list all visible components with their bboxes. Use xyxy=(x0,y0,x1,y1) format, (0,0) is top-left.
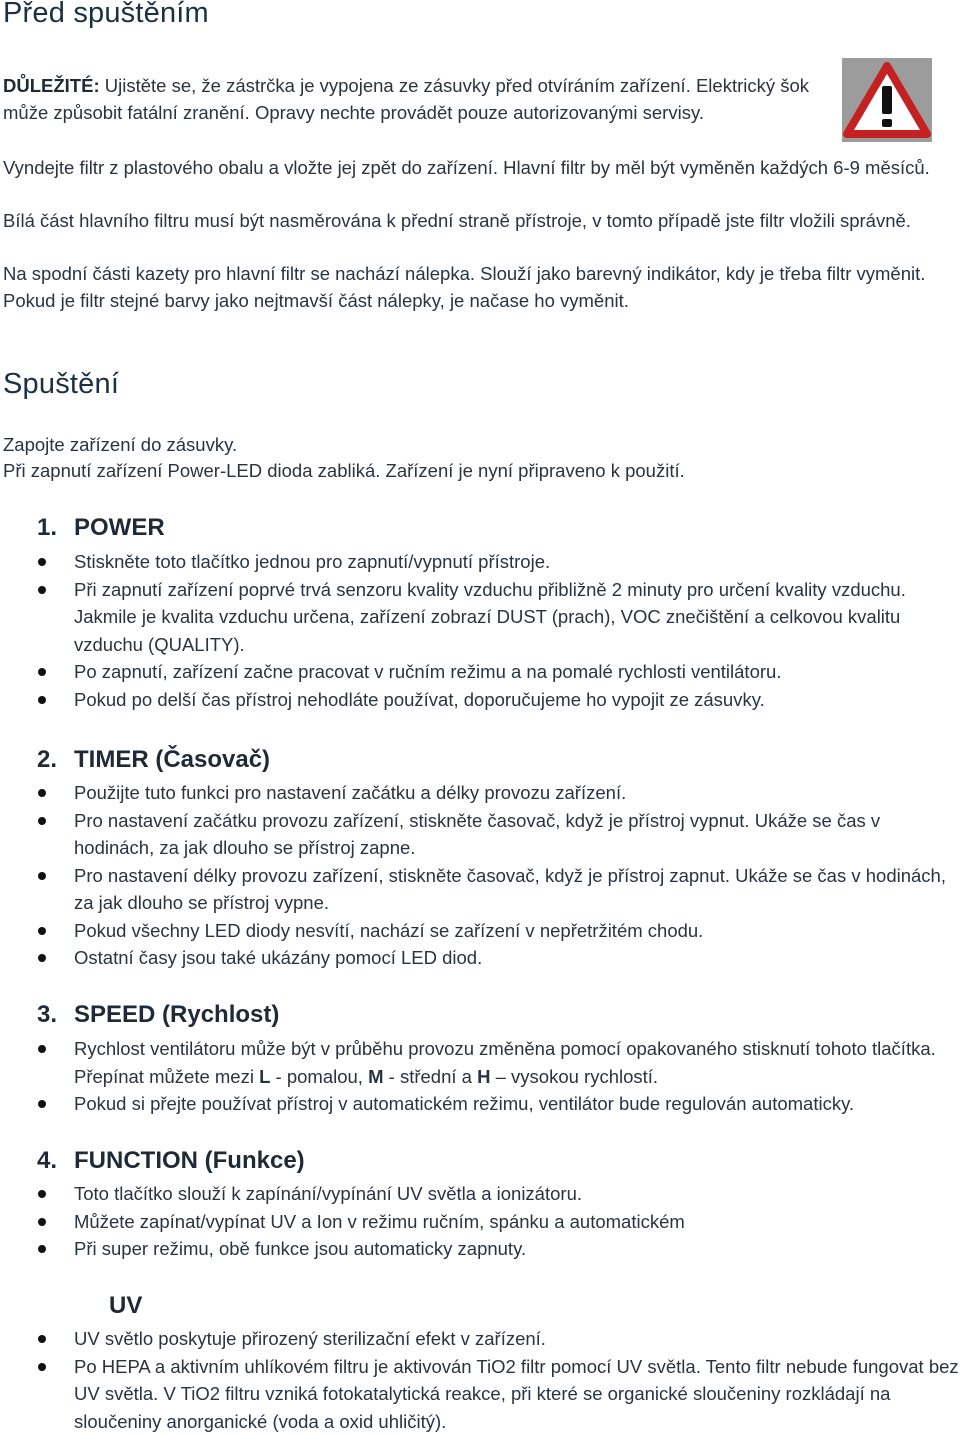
start-line-1: Zapojte zařízení do zásuvky. xyxy=(3,432,948,459)
speed-list xyxy=(0,1035,960,1118)
list-item: Můžete zapínat/vypínat UV a Ion v režimu ručním, spánku a automatickém xyxy=(0,1208,960,1236)
bullet-icon xyxy=(38,927,46,935)
bullet-icon xyxy=(38,586,46,594)
section-title: TIMER (Časovač) xyxy=(74,746,270,773)
start-line-2: Při zapnutí zařízení Power-LED dioda zabliká. Zařízení je nyní připraveno k použití. xyxy=(3,458,948,485)
before-start-heading: Před spuštěním xyxy=(3,0,209,30)
power-list xyxy=(0,548,960,713)
bullet-icon xyxy=(38,954,46,962)
bullet-icon xyxy=(38,817,46,825)
bullet-icon xyxy=(38,1363,46,1371)
list-item: Pokud si přejte používat přístroj v automatickém režimu, ventilátor bude regulován automaticky. xyxy=(0,1090,960,1118)
list-item: Po HEPA a aktivním uhlíkovém filtru je aktivován TiO2 filtr pomocí UV světla. Tento filtr nebude fungovat bez UV světla. V TiO2 filtru vzniká fotokatalytická reakce, při které se organické sloučeniny rozkládají na sloučeniny anorganické (voda a oxid uhličitý). xyxy=(0,1353,960,1435)
filter-paragraph-2: Bílá část hlavního filtru musí být nasměrována k přední straně přístroje, v tomto případě jste filtr vložili správně. xyxy=(3,208,948,235)
bullet-icon xyxy=(38,668,46,676)
bullet-icon xyxy=(38,872,46,880)
start-heading: Spuštění xyxy=(3,368,119,401)
section-function-heading xyxy=(37,1147,305,1175)
filter-paragraph-1: Vyndejte filtr z plastového obalu a vložte jej zpět do zařízení. Hlavní filtr by měl být vyměněn každých 6-9 měsíců. xyxy=(3,155,948,182)
section-title: POWER xyxy=(74,514,165,541)
section-number: 1. xyxy=(37,514,74,542)
warning-triangle-icon xyxy=(842,58,932,142)
important-text: Ujistěte se, že zástrčka je vypojena ze zásuvky před otvíráním zařízení. Elektrický šok může způsobit fatální zranění. Opravy nechte provádět pouze autorizovanými servisy. xyxy=(3,75,809,123)
list-item: Stiskněte toto tlačítko jednou pro zapnutí/vypnutí přístroje. xyxy=(0,548,960,576)
uv-heading: UV xyxy=(109,1292,142,1320)
bullet-icon xyxy=(38,789,46,797)
section-title: SPEED (Rychlost) xyxy=(74,1001,279,1028)
list-item: Pro nastavení délky provozu zařízení, stiskněte časovač, když je přístroj zapnut. Ukáže se čas v hodinách, za jak dlouho se přístroj vypne. xyxy=(0,862,960,917)
list-item: Po zapnutí, zařízení začne pracovat v ručním režimu a na pomalé rychlosti ventilátoru. xyxy=(0,658,960,686)
bullet-icon xyxy=(38,1190,46,1198)
section-number: 3. xyxy=(37,1001,74,1029)
list-item: Pokud po delší čas přístroj nehodláte používat, doporučujeme ho vypojit ze zásuvky. xyxy=(0,686,960,714)
section-power-heading xyxy=(37,514,165,542)
section-number: 2. xyxy=(37,746,74,774)
bullet-icon xyxy=(38,1045,46,1053)
uv-list xyxy=(0,1325,960,1435)
list-item: Pokud všechny LED diody nesvítí, nachází se zařízení v nepřetržitém chodu. xyxy=(0,917,960,945)
bullet-icon xyxy=(38,1335,46,1343)
important-warning xyxy=(3,73,823,126)
filter-paragraph-3: Na spodní části kazety pro hlavní filtr se nachází nálepka. Slouží jako barevný indikátor, kdy je třeba filtr vyměnit. Pokud je filtr stejné barvy jako nejtmavší část nálepky, je načase ho vyměnit. xyxy=(3,261,948,314)
bullet-icon xyxy=(38,1100,46,1108)
list-item: Pro nastavení začátku provozu zařízení, stiskněte časovač, když je přístroj vypnut. Ukáže se čas v hodinách, za jak dlouho se přístroj zapne. xyxy=(0,807,960,862)
bullet-icon xyxy=(38,558,46,566)
bullet-icon xyxy=(38,1245,46,1253)
important-label: DŮLEŽITÉ: xyxy=(3,75,100,96)
list-item: Použijte tuto funkci pro nastavení začátku a délky provozu zařízení. xyxy=(0,779,960,807)
list-item: Rychlost ventilátoru může být v průběhu provozu změněna pomocí opakovaného stisknutí tohoto tlačítka. Přepínat můžete mezi L - pomalou, M - střední a H – vysokou rychlostí. xyxy=(0,1035,960,1090)
list-item: Toto tlačítko slouží k zapínání/vypínání UV světla a ionizátoru. xyxy=(0,1180,960,1208)
list-item: UV světlo poskytuje přirozený sterilizační efekt v zařízení. xyxy=(0,1325,960,1353)
section-title: FUNCTION (Funkce) xyxy=(74,1147,305,1174)
function-list xyxy=(0,1180,960,1263)
bullet-icon xyxy=(38,1218,46,1226)
list-item: Při zapnutí zařízení poprvé trvá senzoru kvality vzduchu přibližně 2 minuty pro určení kvality vzduchu. Jakmile je kvalita vzduchu určena, zařízení zobrazí DUST (prach), VOC znečištění a celkovou kvalitu vzduchu (QUALITY). xyxy=(0,576,960,659)
list-item: Při super režimu, obě funkce jsou automaticky zapnuty. xyxy=(0,1235,960,1263)
timer-list xyxy=(0,779,960,972)
section-number: 4. xyxy=(37,1147,74,1175)
section-timer-heading xyxy=(37,746,270,774)
list-item: Ostatní časy jsou také ukázány pomocí LED diod. xyxy=(0,944,960,972)
section-speed-heading xyxy=(37,1001,279,1029)
bullet-icon xyxy=(38,696,46,704)
